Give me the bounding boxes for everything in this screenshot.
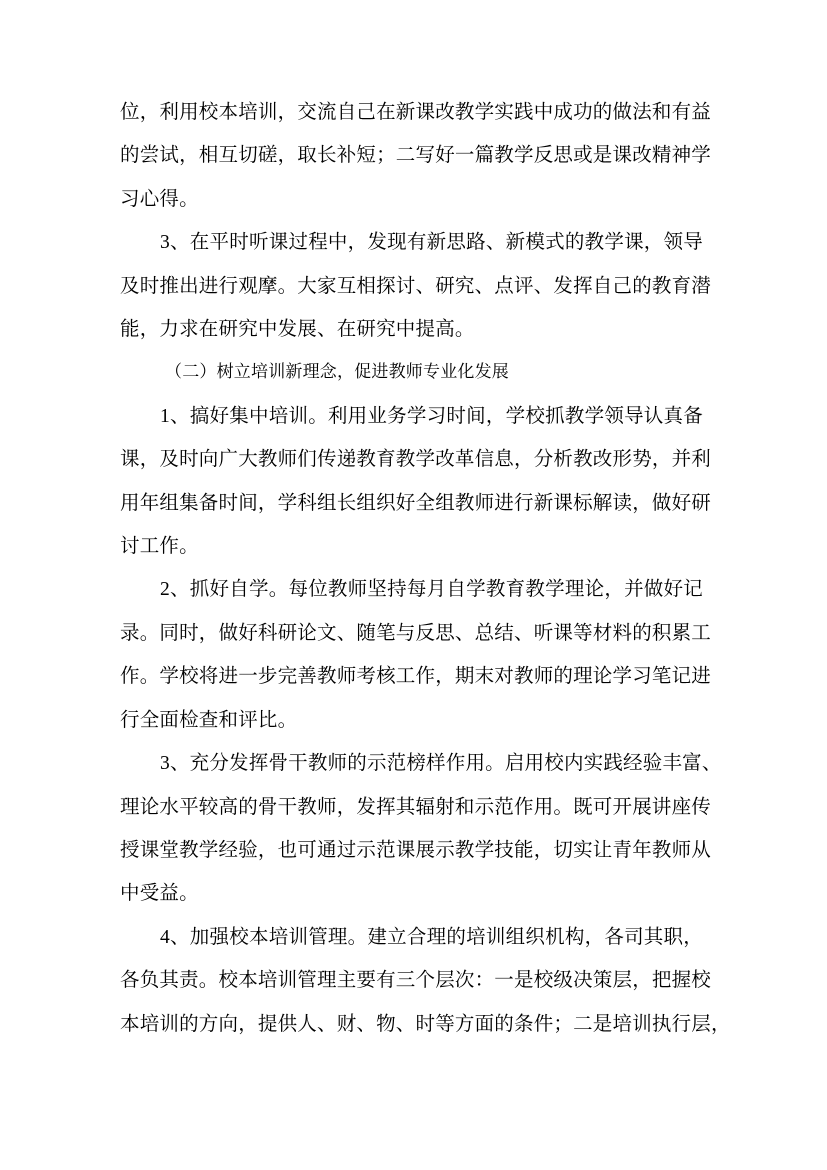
text-line: 本培训的方向，提供人、财、物、时等方面的条件；二是培训执行层， xyxy=(120,1013,731,1035)
text-line: 的尝试，相互切磋，取长补短；二写好一篇教学反思或是课改精神学 xyxy=(120,145,712,167)
text-line: 能，力求在研究中发展、在研究中提高。 xyxy=(120,319,475,341)
text-line: 及时推出进行观摩。大家互相探讨、研究、点评、发挥自己的教育潜 xyxy=(120,275,712,297)
text-line: 1、搞好集中培训。利用业务学习时间，学校抓教学领导认真备 xyxy=(160,405,703,427)
paragraph xyxy=(120,742,722,916)
text-line: 理论水平较高的骨干教师，发挥其辐射和示范作用。既可开展讲座传 xyxy=(120,796,712,818)
text-line: 4、加强校本培训管理。建立合理的培训组织机构，各司其职， xyxy=(160,926,703,948)
text-line: 习心得。 xyxy=(120,188,199,210)
text-line: 录。同时，做好科研论文、随笔与反思、总结、听课等材料的积累工 xyxy=(120,622,712,644)
paragraph xyxy=(120,916,731,1046)
text-line: 授课堂教学经验，也可通过示范课展示教学技能，切实让青年教师从 xyxy=(120,839,712,861)
text-line: 各负其责。校本培训管理主要有三个层次：一是校级决策层，把握校 xyxy=(120,970,712,992)
text-line: 用年组集备时间，学科组长组织好全组教师进行新课标解读，做好研 xyxy=(120,492,712,514)
text-line: 课，及时向广大教师们传递教育教学改革信息，分析教改形势，并利 xyxy=(120,449,712,471)
text-line: 讨工作。 xyxy=(120,536,199,558)
text-line: 中受益。 xyxy=(120,883,199,905)
text-line: 3、充分发挥骨干教师的示范榜样作用。启用校内实践经验丰富、 xyxy=(160,753,722,775)
paragraph xyxy=(120,568,712,742)
text-line: 3、在平时听课过程中，发现有新思路、新模式的教学课，领导 xyxy=(160,232,703,254)
section-heading: （二）树立培训新理念，促进教师专业化发展 xyxy=(165,362,509,383)
paragraph xyxy=(120,91,712,221)
text-line: 位，利用校本培训，交流自己在新课改教学实践中成功的做法和有益 xyxy=(120,102,712,123)
paragraph xyxy=(120,395,712,569)
text-line: 行全面检查和评比。 xyxy=(120,709,298,731)
text-line: 作。学校将进一步完善教师考核工作，期末对教师的理论学习笔记进 xyxy=(120,666,712,688)
text-line: 2、抓好自学。每位教师坚持每月自学教育教学理论，并做好记 xyxy=(160,579,703,601)
paragraph xyxy=(120,221,712,351)
